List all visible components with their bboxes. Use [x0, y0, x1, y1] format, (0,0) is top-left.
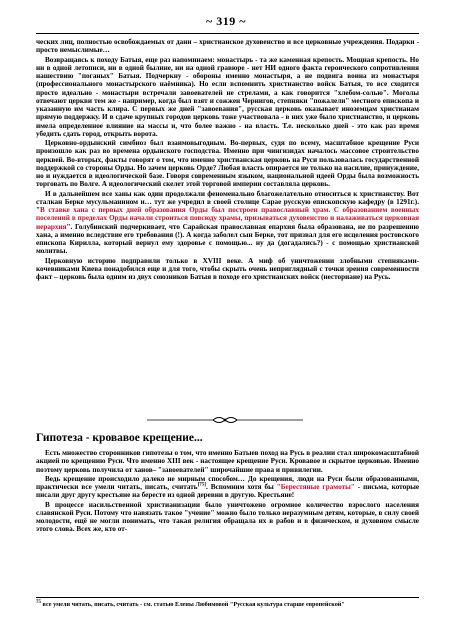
paragraph: [36, 475, 419, 500]
paragraph-text: ". Голубинский подчеркивает, что Сарайская православная епархия была образована, не по разрешению хана, а именно вследствие его требования (!). А когда заболел сын Берке, тот призвал для его исцеления ростовского епископа Кирилла, который вернул ему здоровье с помощью... ну да (догадались?) - с помощью христианской молитвы.: [36, 222, 419, 256]
footnote: [36, 601, 419, 609]
paragraph: Возвращаясь к походу Батыя, еще раз напоминаем: монастырь - та же каменная крепость. Мощная крепость. Но ни в одной летописи, ни в одной былине, ни на одной гравюре - нет НИ одного факта героического сопротивления нашествию "поганых" Батыя. Подчеркну - обороны именно монастыря, а не подвига воина из монастыря (профессионального монастырского наёмника). Но если вспомнить христианство войск Батыя, то все сходится просто идеально - монастыри встречали завоевателей не стрелами, а как говорится "хлебом-солью". Моголы отвечают церкви тем же - например, когда был взят и сожжен Чернигов, степняки "пожалели" местного епископа и указанную им часть клира. С первых же дней "завоевания", русская церковь оказывает иноземцам христианам прямую поддержку. И в сдаче крупных городов церковь тоже участвовала - в них уже было христианство, и церковь имела определенное влияние на массы и, что более важно - на власть. Т.е. несколько дней - это как раз время убедить сдать город, открыть ворота.: [36, 55, 419, 138]
paragraph-text: Ведь крещение происходило далеко не мирным способом… До крещения, люди на Руси были образованными, практически все умели читать, писать, считать: [36, 474, 419, 491]
paragraph: Церковно-ордынский симбиоз был взаимовыгодным. Во-первых, судя по всему, масштабное крещение Руси произошло как раз во времена ордынского господства. Именно при чингизидах началось массовое строительство церквей. Во-вторых, факты говорят о том, что именно христианская церковь на Руси пользовалась государственной поддержкой со стороны Орды. Но зачем церковь Орде? Любая власть опирается не только на насилие, принуждение, но и нуждается в идеологической базе. Говоря современным языком, национальной идеей Орды была возможность торговать по Волге. А идеологический скелет этой торговой империи составляла церковь.: [36, 139, 419, 189]
section-heading: Гипотеза - кровавое крещение...: [36, 432, 203, 444]
paragraph: Церковную историю подправили только в XVIII веке. А миф об уничтожении злобными степняками-кочевниками Киева понадобился еще и для того, чтобы скрыть очень неприглядный с точки зрения современности факт – церковь была одним из двух союзников Батыя в походе его христианских войск (несториане) на Русь.: [36, 256, 419, 281]
paragraph-text: . Вспомним хотя бы: [205, 483, 277, 491]
footnote-rule: [36, 597, 419, 598]
footnote-text: все умели читать, писать, считать - см. статью Елены Любимовой "Русская культура старше европейской": [41, 601, 345, 608]
footnote-reference[interactable]: [75]: [197, 482, 206, 488]
highlighted-term: "Берестяные грамоты": [276, 483, 355, 491]
page-number: ~ 319 ~: [206, 14, 246, 28]
paragraph: [36, 190, 419, 256]
paragraph-text: - письма, которые писали друг другу крестьяне на бересте из одной деревни в другую. Крестьяне!: [36, 483, 420, 500]
main-text-section-1: [36, 38, 419, 282]
footnote-mark: 75: [36, 599, 41, 605]
header-rule: [36, 33, 419, 34]
main-text-section-2: [36, 449, 419, 535]
highlighted-quote: В ставке хана с первых дней образования Орды был построен православный храм. С образованием военных поселений в пределах Орды начали строиться повсюду храмы, призываться духовенство и налаживаться церковная иерархия: [36, 206, 419, 231]
paragraph-text: И в дальнейшем все ханы как один продолжали феноменально благожелательно относиться к христианству. Вот сталкан Берке мусульманином и… тут же учредил в своей столице Сарае русскую епископскую кафедру (в 1291г.). ": [36, 189, 419, 214]
ornament-divider: [145, 414, 305, 426]
paragraph: Есть множество сторонников гипотезы о том, что именно Батыев поход на Русь в реалии стал широкомасштабной акцией по крещению Руси. Что именно XIII век - настоящее крещение Руси. Кровавое и скрытое церковью. Именно поэтому церковь получила от ханов– "завоевателей" широчайшие права и привилегии.: [36, 449, 419, 474]
paragraph: В процессе насильственной христианизации было уничтожено огромное количество взрослого населения славянской Руси. Потому что навязать такое "учение" можно было только неразумным детям, которые, в силу своей молодости, ещё не могли понимать, что такая религия обращала их в рабов и в физическом, и духовном смысле этого слова. Всех же, кто от-: [36, 500, 419, 534]
paragraph: ческих лиц, полностью освобождаемых от дани – христианское духовенство и все церковные учреждения. Подарки - просто немыслимые…: [36, 38, 419, 55]
